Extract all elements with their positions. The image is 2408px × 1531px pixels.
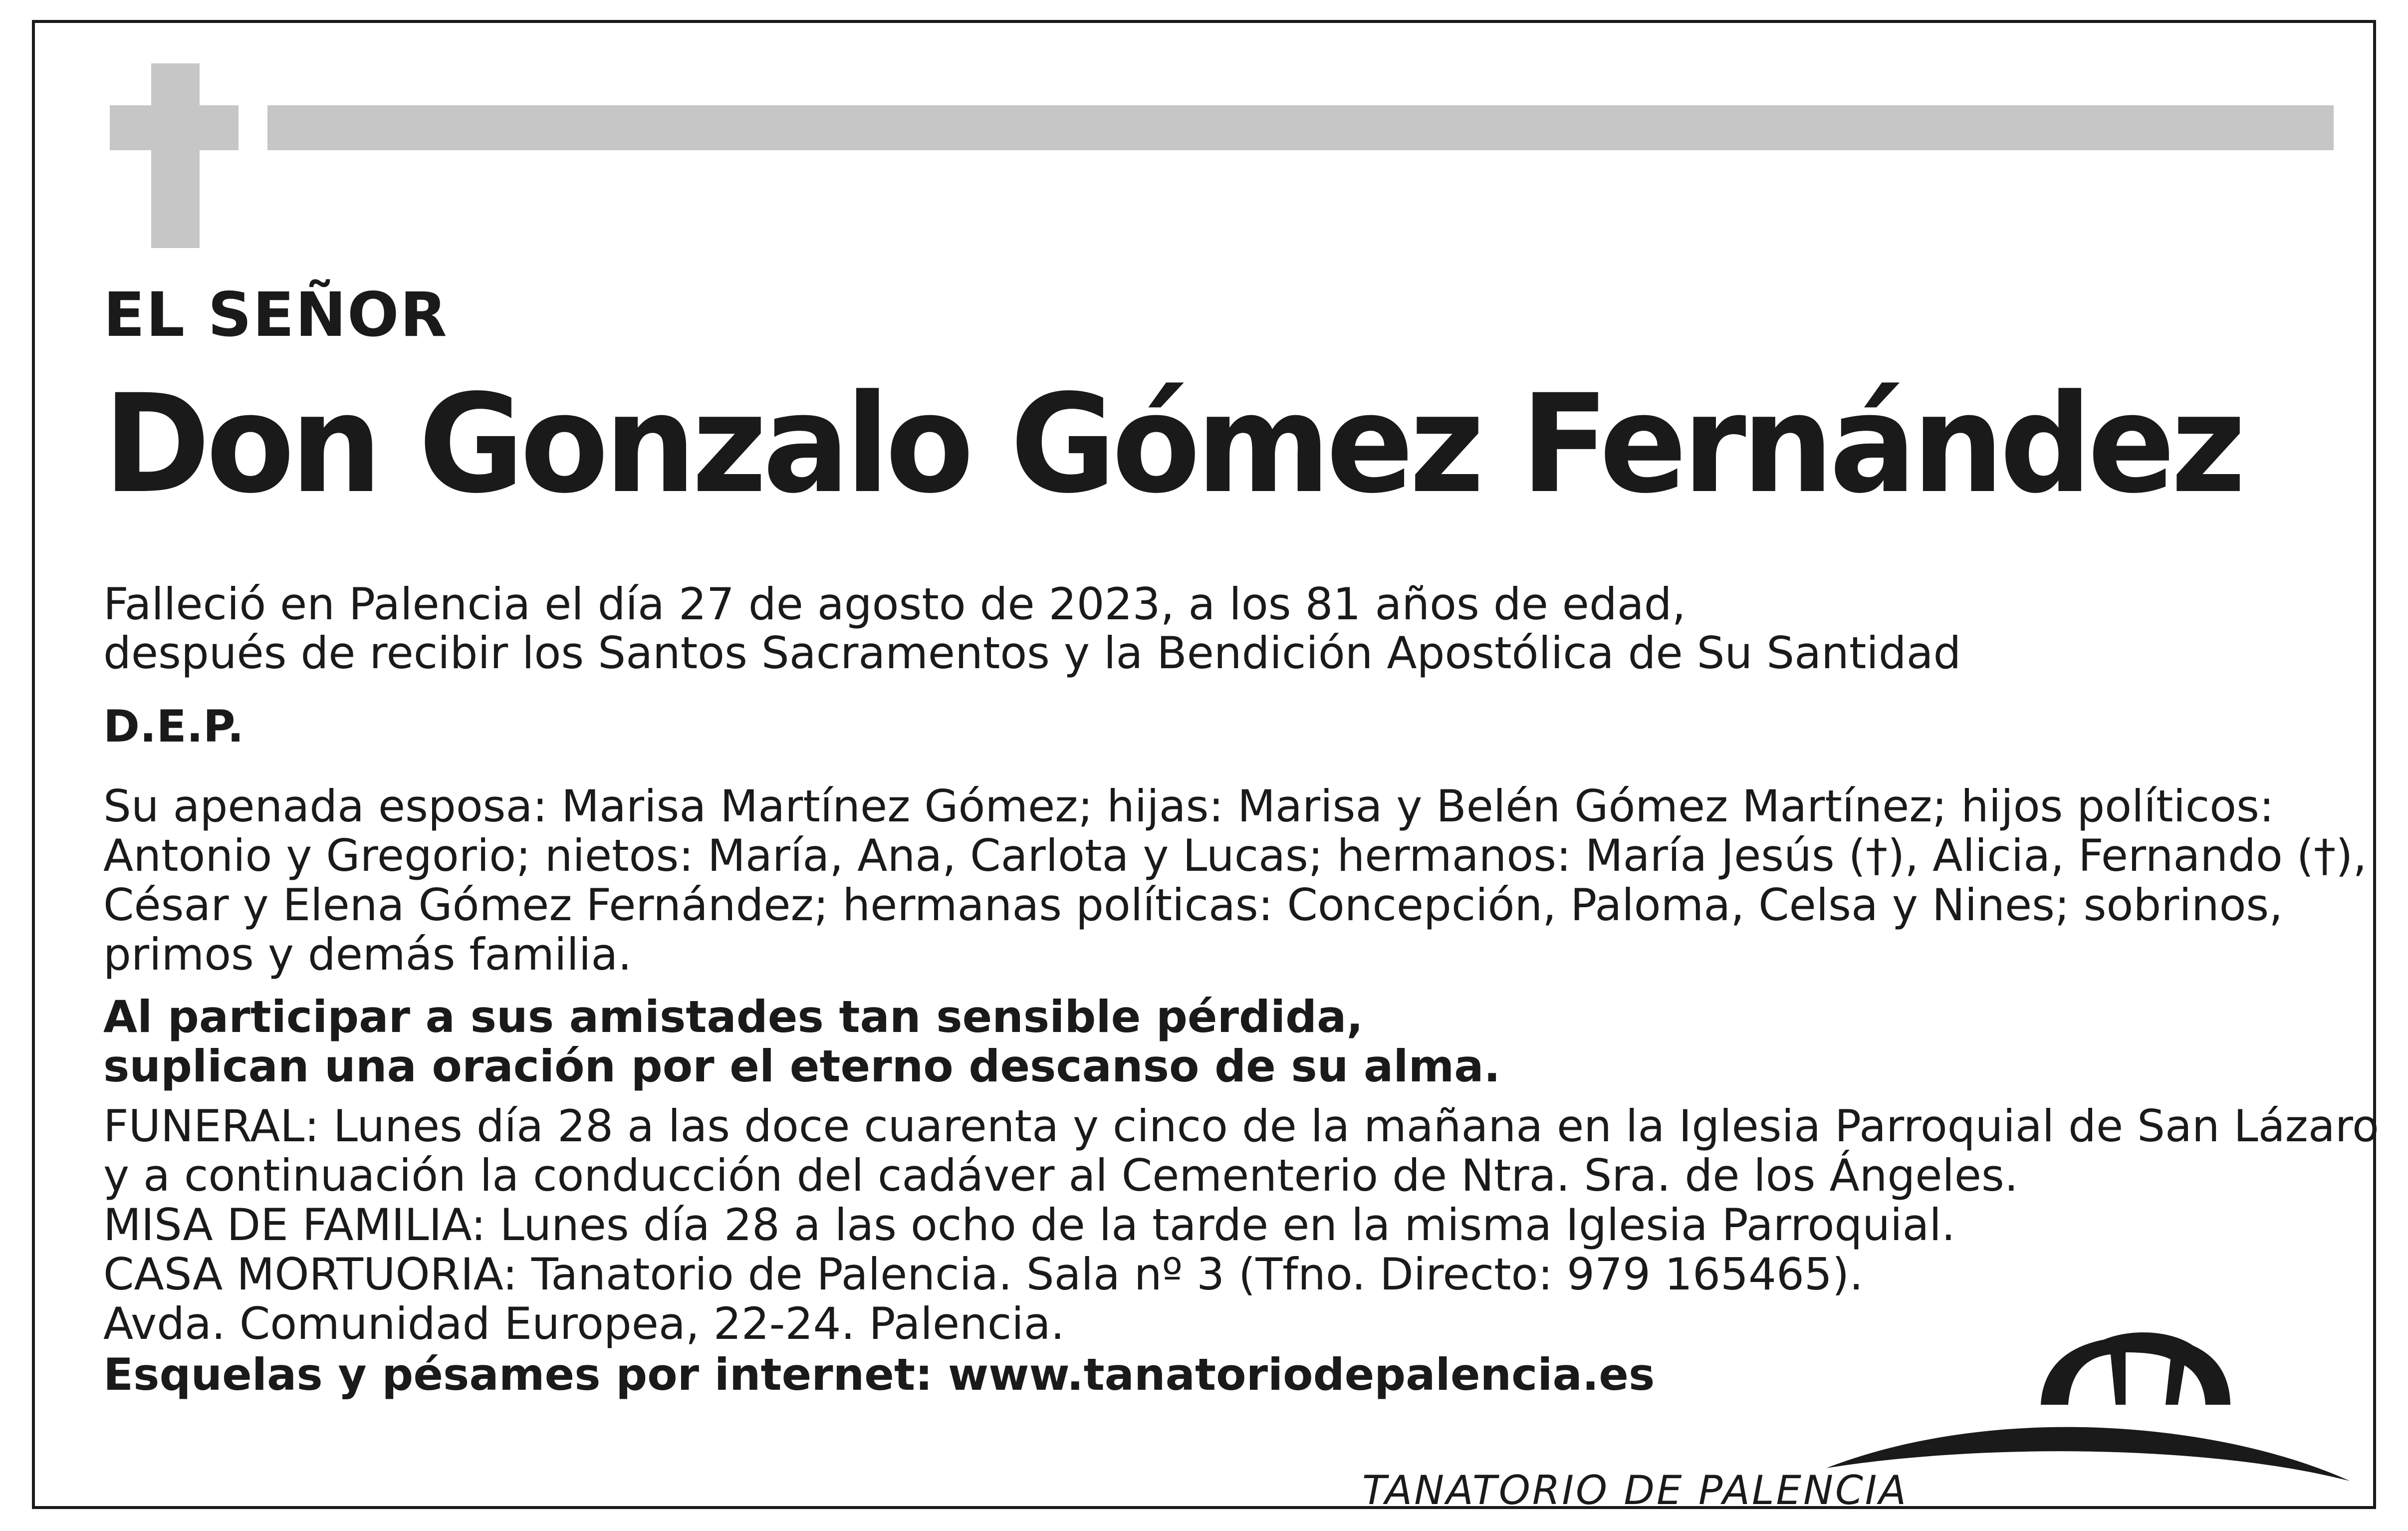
prayer-line-2: suplican una oración por el eterno descanso de su alma. [103,1040,1501,1092]
service-line-4: CASA MORTUORIA: Tanatorio de Palencia. Sala nº 3 (Tfno. Directo: 979 165465). [103,1249,1864,1300]
tanatorio-logo-text: TANATORIO DE PALENCIA [1362,1467,1909,1514]
family-line-3: César y Elena Gómez Fernández; hermanas políticas: Concepción, Paloma, Celsa y Nines; sobrinos, [103,879,2283,931]
family-line-4: primos y demás familia. [103,929,632,980]
service-line-5: Avda. Comunidad Europea, 22-24. Palencia. [103,1298,1065,1349]
service-line-2: y a continuación la conducción del cadáver al Cementerio de Ntra. Sra. de los Ángeles. [103,1150,2018,1201]
honorific: EL SEÑOR [103,279,448,350]
cross-icon-horizontal [110,105,239,150]
online-info: Esquelas y pésames por internet: www.tanatoriodepalencia.es [103,1349,1655,1400]
death-line-1: Falleció en Palencia el día 27 de agosto de 2023, a los 81 años de edad, [103,578,1686,630]
death-line-2: después de recibir los Santos Sacramentos y la Bendición Apostólica de Su Santidad [103,627,1961,679]
rip-label: D.E.P. [103,701,244,752]
service-line-3: MISA DE FAMILIA: Lunes día 28 a las ocho de la tarde en la misma Iglesia Parroquial. [103,1199,1955,1251]
tanatorio-logo-icon [1347,1317,2370,1492]
cross-icon-vertical [151,63,200,248]
deceased-name: Don Gonzalo Gómez Fernández [103,366,2242,523]
family-line-2: Antonio y Gregorio; nietos: María, Ana, Carlota y Lucas; hermanos: María Jesús (†), Alicia, Fernando (†), [103,830,2367,881]
service-line-1: FUNERAL: Lunes día 28 a las doce cuarenta y cinco de la mañana en la Iglesia Parroquial de San Lázaro [103,1100,2379,1152]
family-line-1: Su apenada esposa: Marisa Martínez Gómez; hijas: Marisa y Belén Gómez Martínez; hijos políticos: [103,780,2274,832]
header-bar [267,105,2334,150]
prayer-line-1: Al participar a sus amistades tan sensible pérdida, [103,991,1363,1042]
